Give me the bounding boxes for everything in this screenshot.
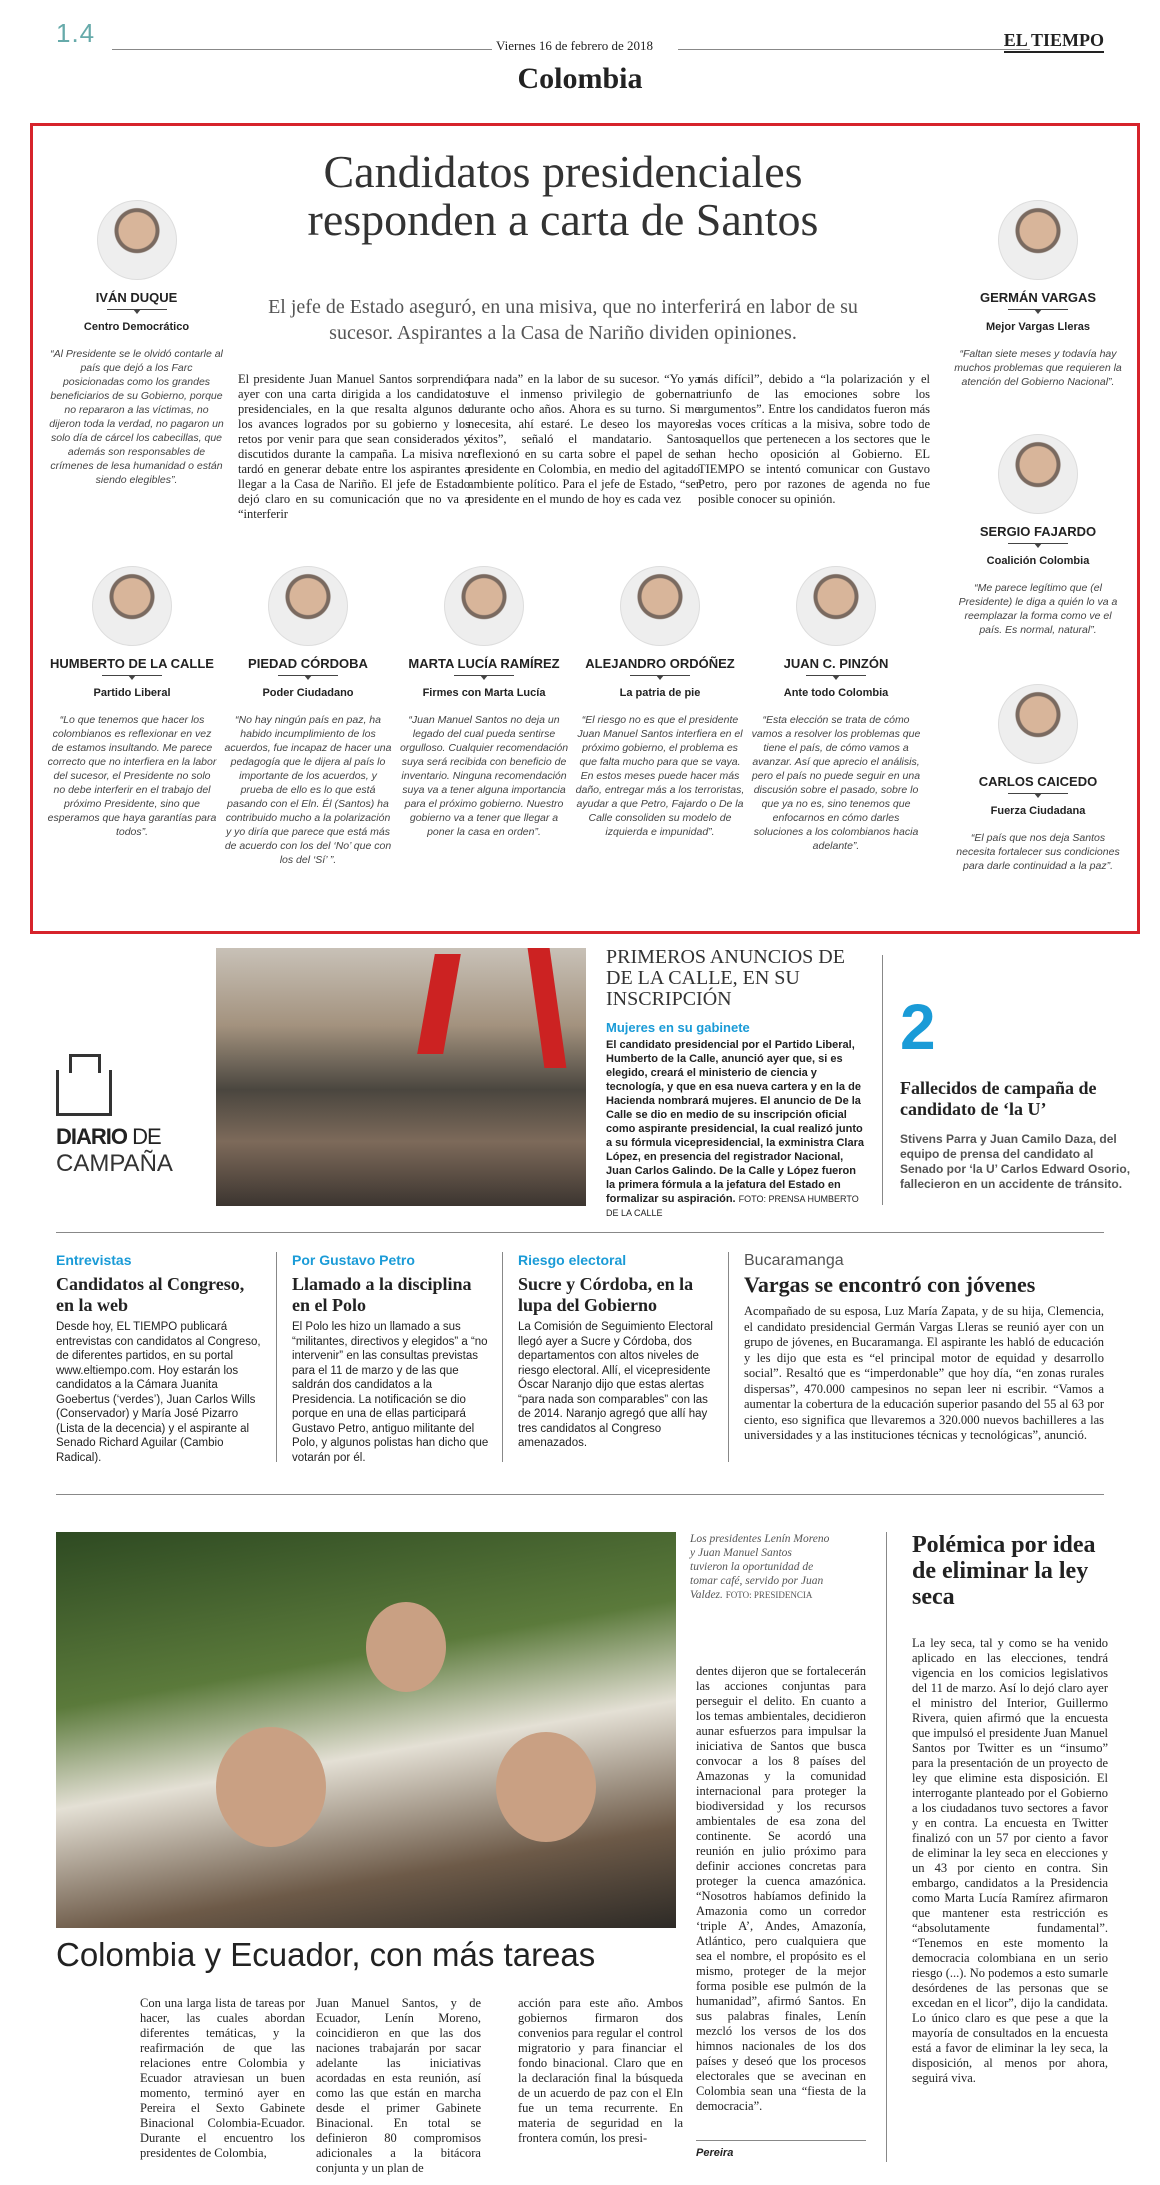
candidate-quote: “No hay ningún país en paz, ha habido incumplimiento de los acuerdos, fue incapaz de hacer una pedagogía que le dijera al país lo importante de los acuerdos, y prueba de ello es lo que está pasando con el Eln. Él (Santos) ha contribuido mucho a la polarización y yo diría que parece que está más de acuerdo con los del ‘No’ que con los del ‘Sí’ ”.	[224, 714, 392, 866]
candidate-photo	[998, 434, 1078, 514]
lead-story-box	[30, 123, 1140, 934]
section-title: Colombia	[517, 62, 643, 95]
brief-kicker: Entrevistas	[56, 1252, 132, 1268]
divider-icon	[1008, 309, 1068, 315]
candidate-photo	[97, 200, 177, 280]
flag-shape	[417, 954, 461, 1054]
masthead	[56, 18, 1104, 58]
divider-icon	[1008, 793, 1068, 799]
presidents-photo	[56, 1532, 676, 1928]
candidate-quote: “Esta elección se trata de cómo vamos a resolver los problemas que tiene el país, de cómo vamos a avanzar. Así que aprecio el análisis, pero el país no puede seguir en una discusión sobre el pasado, sobre lo que ya no es, sino tenemos que enfocarnos en cómo darles soluciones a los colombianos hacia adelante”.	[751, 714, 921, 852]
masthead-rule-left	[112, 49, 492, 50]
candidate-party: La patria de pie	[619, 687, 701, 699]
divider-icon	[278, 675, 338, 681]
photo-caption	[690, 1532, 830, 1602]
ecuador-col3: acción para este año. Ambos gobiernos firmaron dos convenios para regular el control migratorio y para financiar el fondo binacional. Claro que en la declaración final la búsqueda de un acuerdo de paz con el Eln fue un tema recurrente. En materia de seguridad en la frontera común, los presi-	[518, 1996, 683, 2145]
lead-headline	[233, 148, 893, 244]
caption-credit: FOTO: PRESIDENCIA	[725, 1590, 813, 1600]
lead-subtitle: El jefe de Estado aseguró, en una misiva, que no interferirá en labor de su sucesor. Aspirantes a la Casa de Nariño dividen opiniones.	[268, 296, 858, 344]
campaign-kicker: Mujeres en su gabinete	[606, 1020, 750, 1035]
lead-body-col3: más difícil”, debido a “la polarización y el triunfo de las emociones sobre los argumentos”. Entre los candidatos fueron más las voces críticas a la misiva, sobre todo de aquellos que pertenecen a los sectores que le han hecho oposición al Gobierno. EL TIEMPO se intentó comunicar con Gustavo Petro, pero por razones de agenda no fue posible conocer su opinión.	[698, 372, 930, 506]
column-divider	[502, 1252, 503, 1462]
flag-shape	[528, 948, 567, 1068]
candidate-name: JUAN C. PINZÓN	[783, 656, 889, 671]
campaign-label-line1	[56, 1124, 196, 1150]
brief-kicker: Por Gustavo Petro	[292, 1252, 415, 1268]
candidate-photo	[998, 684, 1078, 764]
stat-number: 2	[900, 991, 936, 1063]
brief-text: Acompañado de su esposa, Luz María Zapata, y de su hija, Clemencia, el candidato presidencial Germán Vargas Lleras se reunió ayer con un grupo de jóvenes, en Bucaramanga. El aspirante les habló de educación y les dijo que esta es “el principal motor de equidad y desarrollo social”. Resaltó que es “imperdonable” que hoy día, “en zonas rurales dispersas”, 470.000 campesinos no sepan leer ni escribir. “Vamos a aumentar la cobertura de la educación superior pasando del 55 al 63 por ciento, eso significa que llevaremos a 320.000 nuevos bachilleres a las universidades y a las instituciones técnicas y tecnológicas”, anunció.	[744, 1304, 1104, 1442]
lead-body-col2: para nada” en la labor de su sucesor. “Yo ya tuve el inmenso privilegio de gobernar durante ocho años. Ahora es su turno. Si me necesita, ahí estaré. Le deseo los mayores éxitos”, señaló el mandatario. Santos reflexionó en su carta sobre el papel de ser presidente en Colombia, en medio del agitado ambiente político. Para el jefe de Estado, “ser presidente en el mundo de hoy es cada vez	[468, 372, 700, 506]
candidate-quote: “Al Presidente se le olvidó contarle al país que dejó a los Farc posicionadas como los grandes beneficiarios de su Gobierno, porque no repararon a las víctimas, no dijeron toda la verdad, no pagaron un solo día de cárcel los cabecillas, que además son responsables de crímenes de lesa humanidad o están siendo elegibles”.	[49, 348, 224, 486]
campaign-text-body: El candidato presidencial por el Partido Liberal, Humberto de la Calle, anunció ayer que, si es elegido, creará el ministerio de ciencia y tecnología, y que en esa nueva cartera y en la de Hacienda nombrará mujeres. El anuncio de De la Calle se dio en medio de su inscripción oficial como aspirante presidencial, la cual realizó junto a su fórmula vicepresidencial, la exministra Clara López, en presencia del registrador Nacional, Juan Carlos Galindo. De la Calle y López fueron la primera fórmula a la jefatura del Estado en formalizar su aspiración.	[606, 1039, 865, 1205]
candidate-photo	[620, 566, 700, 646]
candidate-party: Partido Liberal	[93, 687, 171, 699]
candidate-photo	[268, 566, 348, 646]
candidate-photo	[444, 566, 524, 646]
ecuador-col2: Juan Manuel Santos, y de Ecuador, Lenín Moreno, coincidieron en que las dos naciones trabajarán por sacar adelante las iniciativas acordadas en esta reunión, así como las que están en marcha desde el primer Gabinete Binacional. En total se definieron 80 compromisos adicionales a la bitácora conjunta y un plan de	[316, 1996, 481, 2175]
candidate-quote: “Juan Manuel Santos no deja un legado del cual pueda sentirse orgulloso. Cualquier recomendación suya será recibida con beneficio de inventario. Ninguna recomendación suya va a tener alguna importancia para el próximo gobierno. Nuestro gobierno va a tener que llegar a poner la casa en orden”.	[399, 714, 569, 838]
column-divider	[882, 955, 883, 1205]
brief-headline: Sucre y Córdoba, en la lupa del Gobierno	[518, 1274, 694, 1315]
person-shape	[216, 1727, 326, 1847]
dateline: Pereira	[696, 2147, 734, 2159]
dateline-rule	[696, 2140, 866, 2141]
candidate-name: IVÁN DUQUE	[95, 290, 178, 305]
candidate-card	[47, 566, 217, 839]
candidate-card	[953, 200, 1123, 389]
page-number: 1.4	[56, 18, 96, 48]
divider-icon	[1008, 543, 1068, 549]
newspaper-logo: EL TIEMPO	[1004, 30, 1104, 53]
brief-headline: Vargas se encontró con jóvenes	[744, 1272, 1036, 1297]
candidate-photo	[998, 200, 1078, 280]
candidate-quote: “Lo que tenemos que hacer los colombianos es reflexionar en vez de estamos insultando. Me parece correcto que no interfiera en la labor del sucesor, el Presidente no solo no debe interferir en el trabajo del próximo Presidente, sino que esperamos que haya garantías para todos”.	[47, 714, 217, 838]
candidate-name: CARLOS CAICEDO	[978, 774, 1098, 789]
candidate-party: Centro Democrático	[83, 321, 190, 333]
ballot-box-icon	[56, 1070, 112, 1116]
column-divider	[886, 1532, 887, 2162]
column-divider	[276, 1252, 277, 1462]
candidate-name: PIEDAD CÓRDOBA	[248, 656, 368, 671]
candidate-party: Coalición Colombia	[986, 555, 1090, 567]
candidate-name: GERMÁN VARGAS	[979, 290, 1097, 305]
brief-kicker: Riesgo electoral	[518, 1252, 627, 1268]
candidate-card	[953, 684, 1123, 873]
candidate-card	[751, 566, 921, 853]
lead-headline-line2: responden a carta de Santos	[307, 194, 819, 245]
candidate-party: Fuerza Ciudadana	[990, 805, 1086, 817]
section-divider	[56, 1232, 1104, 1233]
masthead-rule-right	[678, 49, 1030, 50]
candidate-photo	[92, 566, 172, 646]
candidate-quote: “Me parece legítimo que (el Presidente) le diga a quién lo va a reemplazar la forma como ve el país. Es normal, natural”.	[958, 582, 1118, 636]
candidate-party: Mejor Vargas Lleras	[986, 321, 1090, 333]
ecuador-col1: Con una larga lista de tareas por hacer, las cuales abordan diferentes temáticas, y la reafirmación de que las relaciones entre Colombia y Ecuador atraviesan un buen momento, terminó ayer en Pereira el Sexto Gabinete Binacional Colombia-Ecuador. Durante el encuentro los presidentes de Colombia,	[140, 1996, 305, 2160]
brief-text: Desde hoy, EL TIEMPO publicará entrevistas con candidatos al Congreso, de diferentes partidos, en su portal www.eltiempo.com. Hoy estarán los candidatos a la Cámara Juanita Goebertus (‘verdes’), Juan Carlos Wills (Conservador) y María José Pizarro (Lista de la decencia) y el aspirante al Senado Richard Aguilar (Cambio Radical).	[56, 1321, 261, 1464]
stat-text: Stivens Parra y Juan Camilo Daza, del equipo de prensa del candidato al Senado por ‘la U’ Carlos Edward Osorio, fallecieron en un accidente de tránsito.	[900, 1132, 1131, 1191]
caption-text: Los presidentes Lenín Moreno y Juan Manuel Santos tuvieron la oportunidad de tomar café, servido por Juan Valdez.	[690, 1533, 830, 1601]
candidate-party: Poder Ciudadano	[262, 687, 354, 699]
person-shape	[366, 1602, 446, 1692]
candidate-name: SERGIO FAJARDO	[979, 524, 1097, 539]
campaign-label-line2: CAMPAÑA	[56, 1150, 173, 1177]
candidate-name: MARTA LUCÍA RAMÍREZ	[408, 656, 560, 671]
brief-text: El Polo les hizo un llamado a sus “militantes, directivos y elegidos” a “no intervenir” en las consultas previstas para el 11 de marzo y de las que saldrán dos candidatos a la Presidencia. La notificación se dio porque en una de ellas participará Gustavo Petro, antiguo militante del Polo, y algunos polistas han dicho que votarán por él.	[292, 1321, 489, 1464]
candidate-photo	[796, 566, 876, 646]
divider-icon	[107, 309, 167, 315]
campaign-diary-label	[56, 1070, 196, 1178]
brief-text: La Comisión de Seguimiento Electoral llegó ayer a Sucre y Córdoba, dos departamentos con altos niveles de riesgo electoral. Allí, el vicepresidente Óscar Naranjo dijo que estas alertas “para nada son comparables” con las de 2014. Naranjo agregó que allí hay tres candidatos al Congreso amenazados.	[518, 1321, 713, 1449]
side-headline: Polémica por idea de eliminar la ley seca	[912, 1532, 1096, 1610]
candidate-party: Ante todo Colombia	[783, 687, 889, 699]
brief-headline: Candidatos al Congreso, en la web	[56, 1274, 245, 1315]
candidate-card	[953, 434, 1123, 637]
candidate-quote: “El riesgo no es que el presidente Juan Manuel Santos interfiera en el próximo gobierno, el problema es que falta mucho para que se vaya. En estos meses puede hacer más daño, entregar más a los terroristas, ayudar a que Petro, Fajardo o De la Calle consoliden su modelo de izquierda e impunidad”.	[575, 714, 745, 838]
campaign-label-suffix: DE	[132, 1124, 161, 1149]
column-divider	[728, 1252, 729, 1462]
photo-credit: FOTO: PRENSA HUMBERTO DE LA CALLE	[606, 1194, 859, 1218]
candidate-card	[575, 566, 745, 839]
campaign-text	[606, 1038, 868, 1220]
divider-icon	[102, 675, 162, 681]
campaign-label-bold: DIARIO	[56, 1124, 127, 1149]
ecuador-col4: dentes dijeron que se fortalecerán las acciones conjuntas para perseguir el delito. En cuanto a los temas ambientales, decidieron aunar esfuerzos para impulsar la iniciativa de Santos que busca convocar a los 8 países del Amazonas y la comunidad internacional para proteger la biodiversidad y los recursos ambientales de esa zona del continente. Se acordó una reunión en julio próximo para definir acciones concretas para proteger la cuenca amazónica. “Nosotros habíamos definido la Amazonia como un corredor ‘triple A’, Andes, Amazonía, Atlántico, pero cualquiera que sea el nombre, el propósito es el mismo, proteger de la mejor forma posible ese pulmón de la humanidad”, afirmó Santos. En sus palabras finales, Lenín mezcló los versos de los dos himnos nacionales de los dos países y deseó que los procesos electorales que se avecinan en Colombia sean una “fiesta de la democracia”.	[696, 1664, 866, 2113]
lead-headline-line1: Candidatos presidenciales	[323, 146, 803, 197]
brief-headline: Llamado a la disciplina en el Polo	[292, 1274, 472, 1315]
candidate-card	[49, 200, 224, 487]
section-divider	[56, 1494, 1104, 1495]
candidate-quote: “El país que nos deja Santos necesita fortalecer sus condiciones para darle continuidad a la paz”.	[956, 832, 1120, 872]
stat-headline: Fallecidos de campaña de candidato de ‘la U’	[900, 1078, 1097, 1119]
candidate-quote: “Faltan siete meses y todavía hay muchos problemas que requieren la atención del Gobierno Nacional”.	[954, 348, 1122, 388]
brief-kicker: Bucaramanga	[744, 1252, 844, 1269]
candidate-name: HUMBERTO DE LA CALLE	[50, 656, 214, 671]
person-shape	[496, 1732, 596, 1842]
candidate-name: ALEJANDRO ORDÓÑEZ	[585, 656, 735, 671]
divider-icon	[630, 675, 690, 681]
campaign-headline: PRIMEROS ANUNCIOS DE DE LA CALLE, EN SU INSCRIPCIÓN	[606, 946, 845, 1010]
candidate-card	[223, 566, 393, 867]
edition-date: Viernes 16 de febrero de 2018	[496, 38, 653, 53]
ecuador-headline: Colombia y Ecuador, con más tareas	[56, 1936, 596, 1973]
divider-icon	[454, 675, 514, 681]
inscription-photo	[216, 948, 586, 1206]
candidate-card	[399, 566, 569, 839]
divider-icon	[806, 675, 866, 681]
side-text: La ley seca, tal y como se ha venido aplicado en las elecciones, tendrá vigencia en los comicios legislativos del 11 de marzo. Así lo dejó claro ayer el ministro del Interior, Guillermo Rivera, quien afirmó que la encuesta que impulsó el presidente Juan Manuel Santos por Twitter es un “insumo” para la presentación de un proyecto de ley que elimine esta disposición. El interrogante planteado por el Gobierno a los ciudadanos tuvo sectores a favor y en contra. La encuesta en Twitter finalizó con un 57 por ciento a favor de eliminar la ley seca en elecciones y un 43 por ciento en contra. Sin embargo, candidatos a la Presidencia como Marta Lucía Ramírez afirmaron que mantener esta restricción es “absolutamente fundamental”. “Tenemos en este momento la democracia colombiana en un serio riesgo (...). No podemos a esto sumarle desórdenes de las personas que se excedan en el licor”, dijo la candidata. Lo único claro es que pese a que la mayoría de consultados en la encuesta está a favor de eliminar la ley seca, la disposición, al menos por ahora, seguirá viva.	[912, 1636, 1108, 2085]
lead-body-col1: El presidente Juan Manuel Santos sorprendió ayer con una carta dirigida a los candidatos presidenciales, en la que resalta algunos de los avances logrados por su gobierno y los retos por venir para que sean considerados y discutidos durante la campaña. La misiva no tardó en generar debate entre los aspirantes a llegar a la Casa de Nariño. El jefe de Estado dejó claro en su comunicación que no va a “interferir	[238, 372, 470, 521]
candidate-party: Firmes con Marta Lucía	[422, 687, 546, 699]
